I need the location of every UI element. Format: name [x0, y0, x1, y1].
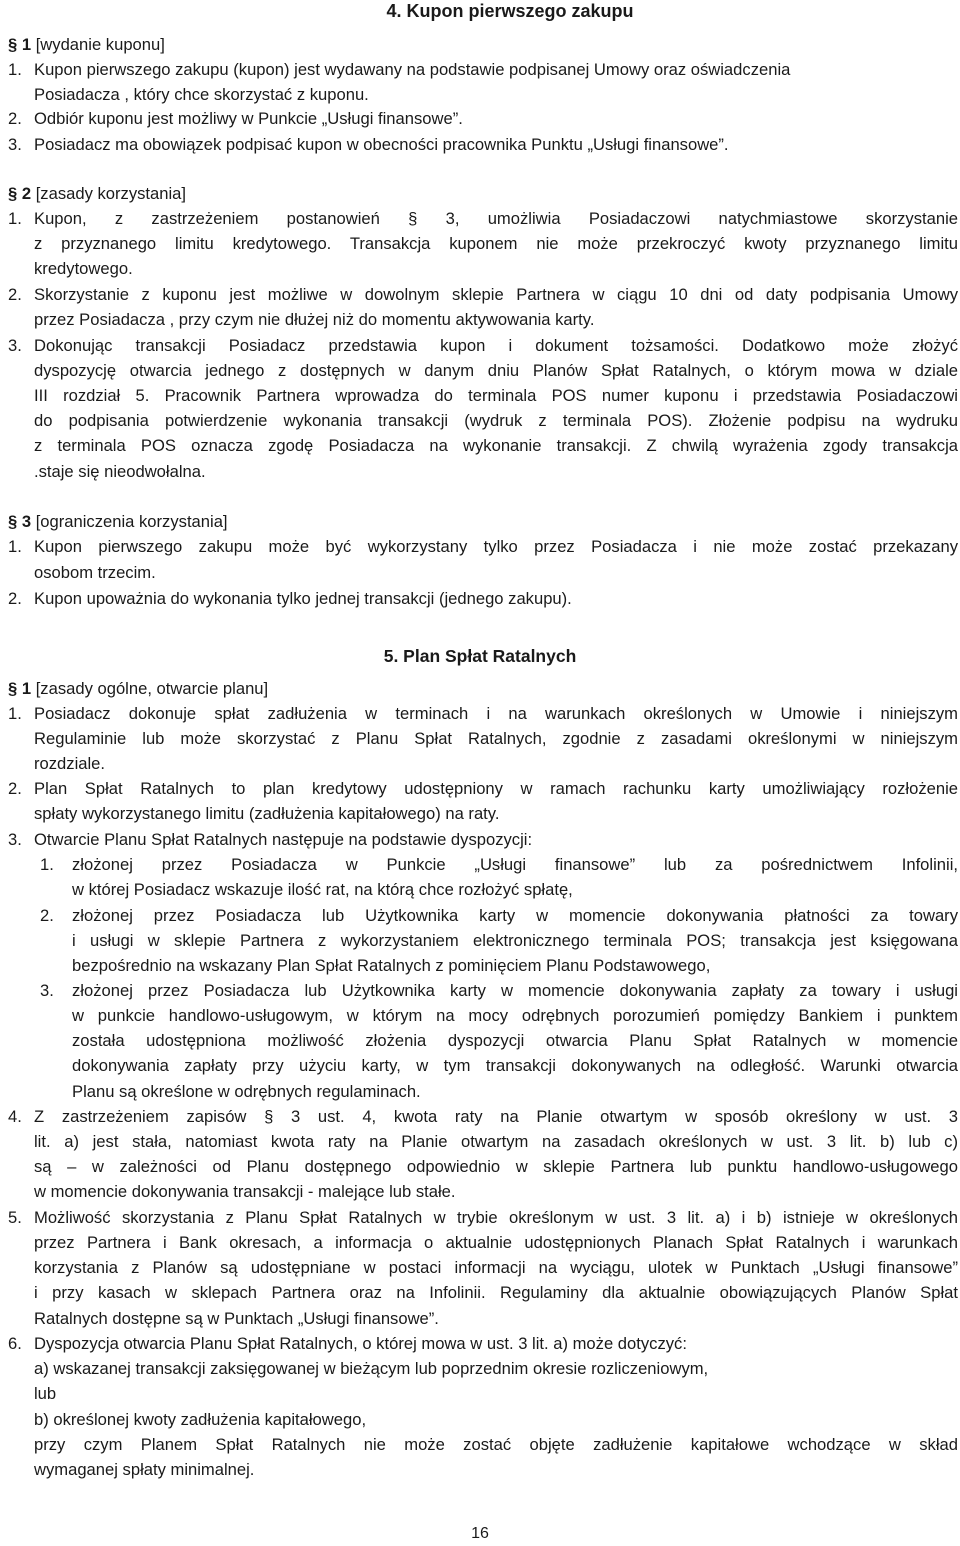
section-5-line-19-text: w momencie dokonywania transakcji - malejące lub stałe. — [34, 1182, 456, 1201]
section-5-par-1-heading-title: [zasady ogólne, otwarcie planu] — [31, 679, 269, 698]
section-4-par-1-line-2-text: Odbiór kuponu jest możliwy w Punkcie „Usługi finansowe”. — [34, 109, 463, 128]
section-5-par-1-heading — [8, 678, 268, 700]
section-4-par-3-line-2-text: Kupon upoważnia do wykonania tylko jednej transakcji (jednego zakupu). — [34, 589, 572, 608]
section-4-par-2-heading-mark: § 2 — [8, 184, 32, 203]
section-5-par-1-heading-mark: § 1 — [8, 679, 32, 698]
section-4-par-1-line-2-number: 2. — [8, 109, 22, 128]
section-5-line-5-number: 3. — [8, 830, 22, 849]
section-5-line-21-text: przez Partnera i Bank okresach, a informacja o aktualnie udostępnionych Planach Spłat Ratalnych i warunkach — [34, 1233, 958, 1252]
section-4-par-2-line-7-text: III rozdział 5. Pracownik Partnera wprowadza do terminala POS numer kuponu i przedstawia Posiadaczowi — [34, 386, 958, 405]
section-5-line-1-text: Regulaminie lub może skorzystać z Planu Spłat Ratalnych, zgodnie z zasadami określonymi w niniejszym — [34, 729, 958, 748]
section-4-par-2-line-5-text: Dokonując transakcji Posiadacz przedstawia kupon i dokument tożsamości. Dodatkowo może złożyć — [34, 336, 958, 355]
section-5-line-25-text: Dyspozycja otwarcia Planu Spłat Ratalnych, o której mowa w ust. 3 lit. a) może dotyczyć: — [34, 1334, 687, 1353]
section-5-line-22-text: korzystania z Planów są udostępniane w postaci informacji na wyciągu, ulotek w Punktach „Usługi finansowe” — [34, 1258, 958, 1277]
section-4-par-3-heading-mark: § 3 — [8, 512, 32, 531]
section-5-line-20-text: Możliwość skorzystania z Planu Spłat Ratalnych w trybie określonym w ust. 3 lit. a) i b) istnieje w określonych — [34, 1208, 958, 1227]
section-4-par-1-line-0-text: Kupon pierwszego zakupu (kupon) jest wydawany na podstawie podpisanej Umowy oraz oświadczenia — [34, 60, 791, 79]
section-4-par-2-line-5-number: 3. — [8, 336, 22, 355]
section-5-line-24-text: Ratalnych dostępne są w Punktach „Usługi finansowe”. — [34, 1309, 439, 1328]
section-5-line-0-text: Posiadacz dokonuje spłat zadłużenia w terminach i na warunkach określonych w Umowie i niniejszym — [34, 704, 958, 723]
section-5-line-30-text: wymaganej spłaty minimalnej. — [34, 1460, 255, 1479]
section-5-line-11-text: złożonej przez Posiadacza lub Użytkownika karty w momencie dokonywania zapłaty za towary i usługi — [72, 981, 958, 1000]
section-4-title: 4. Kupon pierwszego zakupu — [386, 1, 634, 21]
section-4-par-3-line-2-number: 2. — [8, 589, 22, 608]
section-5-line-16-number: 4. — [8, 1107, 22, 1126]
section-5-line-25-number: 6. — [8, 1334, 22, 1353]
section-5-line-28-text: b) określonej kwoty zadłużenia kapitałowego, — [34, 1410, 367, 1429]
section-5-line-3-number: 2. — [8, 779, 22, 798]
section-5-line-4-text: spłaty wykorzystanego limitu (zadłużenia kapitałowego) na raty. — [34, 804, 500, 823]
section-4-par-2-line-0-number: 1. — [8, 209, 22, 228]
section-5-line-0-number: 1. — [8, 704, 22, 723]
section-4-par-3-heading — [8, 511, 228, 533]
section-4-par-3-line-1-text: osobom trzecim. — [34, 563, 156, 582]
section-4-par-2-line-8-text: do podpisania potwierdzenie wykonania transakcji (wydruk z terminala POS). Złożenie podpisu na wydruku — [34, 411, 958, 430]
section-5-line-23-text: i przy kasach w sklepach Partnera oraz na Infolinii. Regulaminy dla aktualnie obowiązujących Planów Spłat — [34, 1283, 958, 1302]
section-4-par-2-line-3-text: Skorzystanie z kuponu jest możliwe w dowolnym sklepie Partnera w ciągu 10 dni od daty podpisania Umowy — [34, 285, 958, 304]
section-5-line-20-number: 5. — [8, 1208, 22, 1227]
section-5-line-6-text: złożonej przez Posiadacza w Punkcie „Usługi finansowe” lub za pośrednictwem Infolinii, — [72, 855, 958, 874]
section-4-par-2-heading — [8, 183, 186, 205]
page-number: 16 — [471, 1525, 489, 1542]
section-4-par-2-line-1-text: z przyznanego limitu kredytowego. Transakcja kuponem nie może przekroczyć kwoty przyznanego limitu — [34, 234, 958, 253]
section-4-par-1-line-1-text: Posiadacza , który chce skorzystać z kuponu. — [34, 85, 369, 104]
section-4-par-2-heading-title: [zasady korzystania] — [31, 184, 187, 203]
section-5-line-15-text: Planu są określone w odrębnych regulaminach. — [72, 1082, 421, 1101]
section-5-line-29-text: przy czym Planem Spłat Ratalnych nie może zostać objęte zadłużenie kapitałowe wchodzące w skład — [34, 1435, 958, 1454]
section-4-par-1-line-0-number: 1. — [8, 60, 22, 79]
section-5-line-6-number: 1. — [40, 855, 54, 874]
section-5-line-26-text: a) wskazanej transakcji zaksięgowanej w bieżącym lub poprzednim okresie rozliczeniowym, — [34, 1359, 709, 1378]
section-5-line-3-text: Plan Spłat Ratalnych to plan kredytowy udostępniony w ramach rachunku karty umożliwiający rozłożenie — [34, 779, 958, 798]
section-5-line-7-text: w której Posiadacz wskazuje ilość rat, na którą chce rozłożyć spłatę, — [72, 880, 573, 899]
section-4-par-2-line-2-text: kredytowego. — [34, 259, 133, 278]
section-5-line-18-text: są – w zależności od Planu dostępnego odpowiednio w sklepie Partnera lub punktu handlowo-usługowego — [34, 1157, 958, 1176]
section-4-par-3-line-0-number: 1. — [8, 537, 22, 556]
section-5-line-11-number: 3. — [40, 981, 54, 1000]
section-4-par-2-line-0-text: Kupon, z zastrzeżeniem postanowień § 3, umożliwia Posiadaczowi natychmiastowe skorzystanie — [34, 209, 958, 228]
section-4-par-3-heading-title: [ograniczenia korzystania] — [31, 512, 228, 531]
section-5-line-10-text: bezpośrednio na wskazany Plan Spłat Ratalnych z pominięciem Planu Podstawowego, — [72, 956, 711, 975]
section-5-line-17-text: lit. a) jest stała, natomiast kwota raty na Planie otwartym na zasadach określonych w ust. 3 lit. b) lub c) — [34, 1132, 958, 1151]
section-4-par-1-heading-mark: § 1 — [8, 35, 32, 54]
section-4-par-2-line-4-text: przez Posiadacza , przy czym nie dłużej niż do momentu aktywowania karty. — [34, 310, 595, 329]
section-4-par-1-line-3-text: Posiadacz ma obowiązek podpisać kupon w obecności pracownika Punktu „Usługi finansowe”. — [34, 135, 729, 154]
section-5-line-8-number: 2. — [40, 906, 54, 925]
section-4-par-2-line-6-text: dyspozycję otwarcia jednego z dostępnych w danym dniu Planów Spłat Ratalnych, o którym mowa w dziale — [34, 361, 958, 380]
section-5-line-12-text: w punkcie handlowo-usługowym, w którym na mocy odrębnych porozumień pomiędzy Bankiem i punktem — [72, 1006, 958, 1025]
section-5-line-5-text: Otwarcie Planu Spłat Ratalnych następuje na podstawie dyspozycji: — [34, 830, 533, 849]
section-4-par-3-line-0-text: Kupon pierwszego zakupu może być wykorzystany tylko przez Posiadacza i nie może zostać przekazany — [34, 537, 958, 556]
section-4-par-1-line-3-number: 3. — [8, 135, 22, 154]
section-4-par-1-heading-title: [wydanie kuponu] — [31, 35, 165, 54]
section-5-line-14-text: dokonywania zapłaty przy użyciu karty, w tym transakcji dokonywanych na odległość. Warunki otwarcia — [72, 1056, 958, 1075]
section-4-par-2-line-10-text: .staje się nieodwołalna. — [34, 462, 206, 481]
section-5-line-13-text: została udostępniona możliwość złożenia dyspozycji otwarcia Planu Spłat Ratalnych w momencie — [72, 1031, 958, 1050]
section-5-line-9-text: i usługi w sklepie Partnera z wykorzystaniem elektronicznego terminala POS; transakcja jest księgowana — [72, 931, 958, 950]
section-5-line-27-text: lub — [34, 1384, 57, 1403]
section-5-line-2-text: rozdziale. — [34, 754, 106, 773]
section-5-line-8-text: złożonej przez Posiadacza lub Użytkownika karty w momencie dokonywania płatności za towary — [72, 906, 958, 925]
section-5-line-16-text: Z zastrzeżeniem zapisów § 3 ust. 4, kwota raty na Planie otwartym w sposób określony w ust. 3 — [34, 1107, 958, 1126]
section-4-par-1-heading — [8, 34, 165, 56]
section-5-title: 5. Plan Spłat Ratalnych — [383, 646, 577, 666]
section-4-par-2-line-3-number: 2. — [8, 285, 22, 304]
section-4-par-2-line-9-text: z terminala POS oznacza zgodę Posiadacza na wykonanie transakcji. Z chwilą wyrażenia zgody transakcja — [34, 436, 958, 455]
